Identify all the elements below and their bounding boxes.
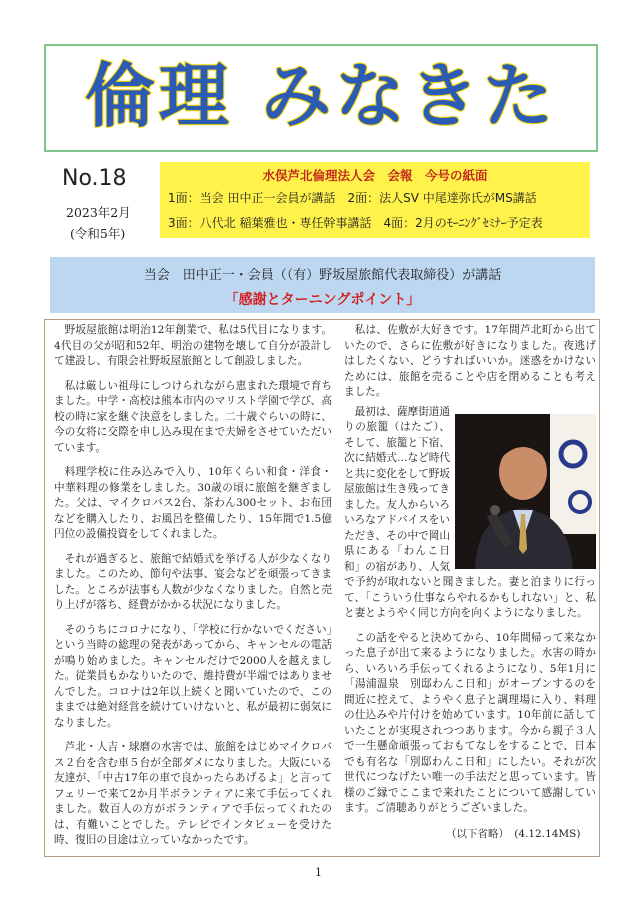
issue-number: No.18 bbox=[62, 166, 127, 191]
article-column-left bbox=[54, 323, 332, 858]
masthead-frame bbox=[44, 44, 598, 152]
article-paragraph: 私は厳しい祖母にしつけられながら恵まれた環境で育ちました。中学・高校は熊本市内のマリスト学園で学び、高校の時に家を継ぐ決意をしました。二十歳ぐらいの時に、今の女将に交際を申し込み現在まで夫婦をさせていただいています。 bbox=[54, 379, 332, 454]
speaker-photo-image bbox=[455, 414, 596, 569]
article-paragraph: それが過ぎると、旅館で結婚式を挙げる人が少なくなりました。このため、節句や法事、宴会などを頑張ってきました。ところが法事も人数が少なくなりました。自然と売り上げが落ち、経費がかかる状況になりました。 bbox=[54, 552, 332, 611]
headline-box bbox=[50, 257, 595, 313]
article-paragraph: そのうちにコロナになり、「学校に行かないでください」という当時の総理の発表があってから、キャンセルの電話が鳴り始めました。キャンセルだけで2000人を越えました。従業員もかなりいたので、維持費が半端ではありませんでした。コロナは2年以上続くと聞いていたので、このままでは絶対経営を続けていけないと、私が最初に弱気になりました。 bbox=[54, 623, 332, 729]
article-paragraph: 最初は、薩摩街道通りの旅籠（はたご）、そして、旅籠と下宿、次に結婚式…など時代と共に変化をして野坂屋旅館は生き残ってきました。友人からいろいろなアドバイスをいただき、その中で岡山県にある「わんこ日和」の宿があり、人気で予約が取れないと聞きました。妻と泊まりに行って、「こういう仕事ならやれるかもしれない」と、私と妻とようやく同じ方向を向くようになりました。 bbox=[344, 405, 596, 619]
article-paragraph: 野坂屋旅館は明治12年創業で、私は5代目になります。4代目の父が昭和52年、明治の建物を壊して自分が設計して建設し、有限会社野坂屋旅館として創設しました。 bbox=[54, 324, 332, 367]
article-paragraph: 芦北・人吉・球磨の水害では、旅館をはじめマイクロバス２台を含む車５台が全部ダメになりました。大阪にいる友達が、「中古17年の車で良かったらあげるよ」と言ってフェリーで来て2か月半ボランティアに来て手伝ってくれました。数百人の方がボランティアで手伝ってくれたのは、有難いことでした。テレビでインタビューを受けた時、復旧の目途は立っていなかったです。 bbox=[54, 741, 332, 846]
headline-subtitle: 「感謝とターニングポイント」 bbox=[224, 292, 421, 308]
headline-main: 当会 田中正一・会員（（有）野坂屋旅館代表取締役）が講話 bbox=[143, 268, 502, 283]
issue-era: (令和5年) bbox=[70, 226, 126, 241]
contents-box bbox=[160, 162, 590, 238]
contents-title: 水俣芦北倫理法人会 会報 今号の紙面 bbox=[262, 168, 488, 183]
article-column-right bbox=[344, 323, 596, 826]
issue-date: 2023年2月 bbox=[66, 205, 131, 220]
article-paragraph: 料理学校に住み込みで入り、10年くらい和食・洋食・中華料理の修業をしました。30歳の頃に旅館を継ぎました。父は、マイクロバス2台、茶わん300セット、お布団などを購入したり、お風呂を整備したり、15年間で1.5億円位の設備投資をしてくれました。 bbox=[54, 466, 332, 540]
contents-line-1: 1面：当会 田中正一会員が講話 2面：法人SV 中尾達弥氏がMS講話 bbox=[168, 191, 537, 205]
page-number: 1 bbox=[315, 866, 322, 879]
speaker-photo bbox=[455, 414, 596, 569]
article-paragraph: この話をやると決めてから、10年間帰って来なかった息子が出て来るようになりました。水害の時から、いろいろ手伝ってくれるようになり、5年1月に「湯浦温泉 別邸わんこ日和」がオープンするのを間近に控えて、ようやく息子と調理場に入り、料理の仕込みや片付けを始めています。10年前に話していたことが実現されつつあります。今から親子３人で一生懸命頑張っておもてなしをすることで、日本でも有名な「別邸わんこ日和」にしたい。それが次世代につなげたい唯一の手法だと思っています。皆様のご縁でここまで来れたことについて感謝しています。ご清聴ありがとうございました。 bbox=[344, 631, 596, 814]
article-signoff: （以下省略） (4.12.14MS) bbox=[446, 828, 581, 840]
article-paragraph: 私は、佐敷が大好きです。17年間芦北町から出ていたので、さらに佐敷が好きになりました。夜逃げはしたくない、どうすればいいか。迷惑をかけないためには、旅館を売ることや店を閉めることも考えました。 bbox=[344, 324, 596, 398]
newsletter-title: 倫理 みなきた bbox=[84, 55, 558, 137]
contents-line-2: 3面：八代北 稲葉雅也・専任幹事講話 4面：2月のﾓｰﾆﾝｸﾞｾﾐﾅｰ予定表 bbox=[168, 216, 543, 230]
